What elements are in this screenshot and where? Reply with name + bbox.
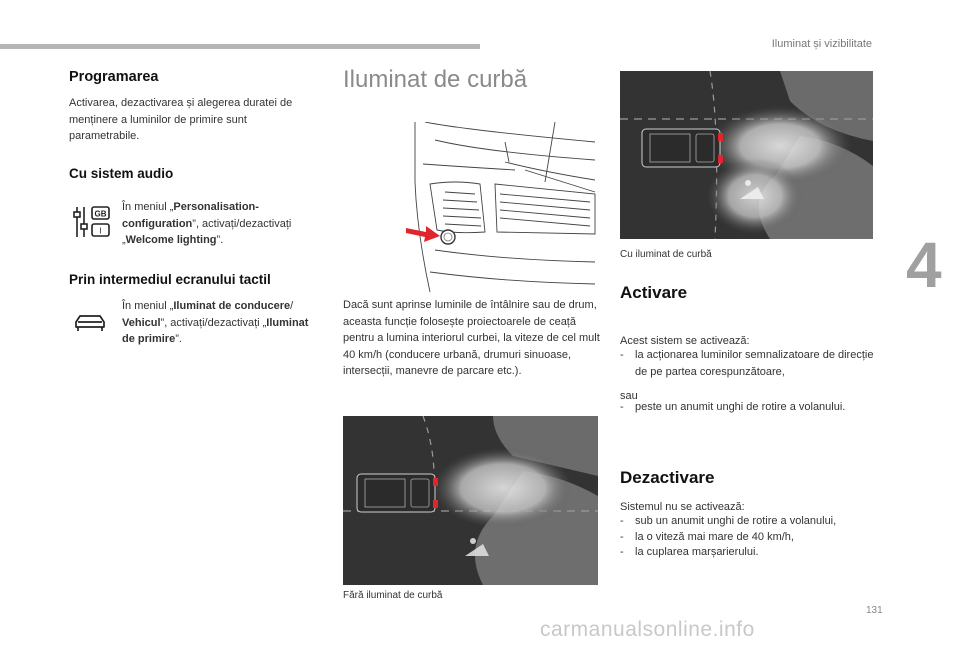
activation-list-1 [620,347,875,380]
page-number: 131 [866,605,883,616]
deactivation-intro: Sistemul nu se activează: [620,501,745,513]
deactivation-list [620,514,880,561]
chapter-number: 4 [906,229,942,301]
deactivation-heading: Dezactivare [620,468,715,487]
audio-settings-icon [72,204,114,245]
audio-menu-name: Personalisation-configuration [122,201,259,230]
caption-without: Fără iluminat de curbă [343,590,443,601]
caption-with: Cu iluminat de curbă [620,249,712,260]
activation-list-2 [620,399,880,416]
scene-with-cornering [620,71,873,239]
running-title: Iluminat și vizibilitate [771,38,872,50]
list-item: - peste un anumit unghi de rotire a volanului. [620,399,880,416]
touch-instructions: În meniul „Iluminat de conducere/ Vehicul”, activați/dezactivați „Iluminat de primire”. [122,300,309,345]
curve-lighting-body: Dacă sunt aprinse luminile de întâlnire sau de drum, aceasta funcție folosește proiectoarele de ceață pentru a lumina interiorul curbei, la viteze de cel mult 40 km/h (conducere urbană, drumuri sinuoase, intersecții, manevre de parcare etc.). [343,299,600,377]
touch-heading: Prin intermediul ecranului tactil [69,272,271,287]
section-title: Iluminat de curbă [343,66,528,93]
activation-or: sau [620,390,638,402]
audio-option-name: Welcome lighting [125,234,217,246]
activation-intro: Acest sistem se activează: [620,335,750,347]
svg-text:GB: GB [94,209,107,219]
list-item: - la acționarea luminilor semnalizatoare de direcție de pe partea corespunzătoare, [620,347,875,380]
list-item: - la cuplarea marșarierului. [620,545,880,561]
touch-option-name: Iluminat de primire [122,316,309,345]
touch-menu-name-2: Vehicul [122,316,161,329]
touch-menu-name: Iluminat de conducere [173,300,291,312]
activation-heading: Activare [620,283,688,302]
list-item: - sub un anumit unghi de rotire a volanului, [620,514,880,530]
arrow-icon [406,222,442,249]
header-rule [0,44,480,49]
audio-heading: Cu sistem audio [69,166,174,181]
scene-without-cornering [343,416,598,585]
headlamp-illustration [405,122,600,299]
programming-heading: Programarea [69,69,159,85]
audio-instructions: În meniul „Personalisation-configuration”, activați/dezactivați „Welcome lighting”. [122,201,292,246]
programming-body: Activarea, dezactivarea și alegerea duratei de menținere a luminilor de primire sunt parametrabile. [69,97,293,142]
watermark: carmanualsonline.info [540,618,755,641]
list-item: - la o viteză mai mare de 40 km/h, [620,530,880,546]
car-icon [73,312,107,339]
svg-text:I: I [99,226,102,236]
